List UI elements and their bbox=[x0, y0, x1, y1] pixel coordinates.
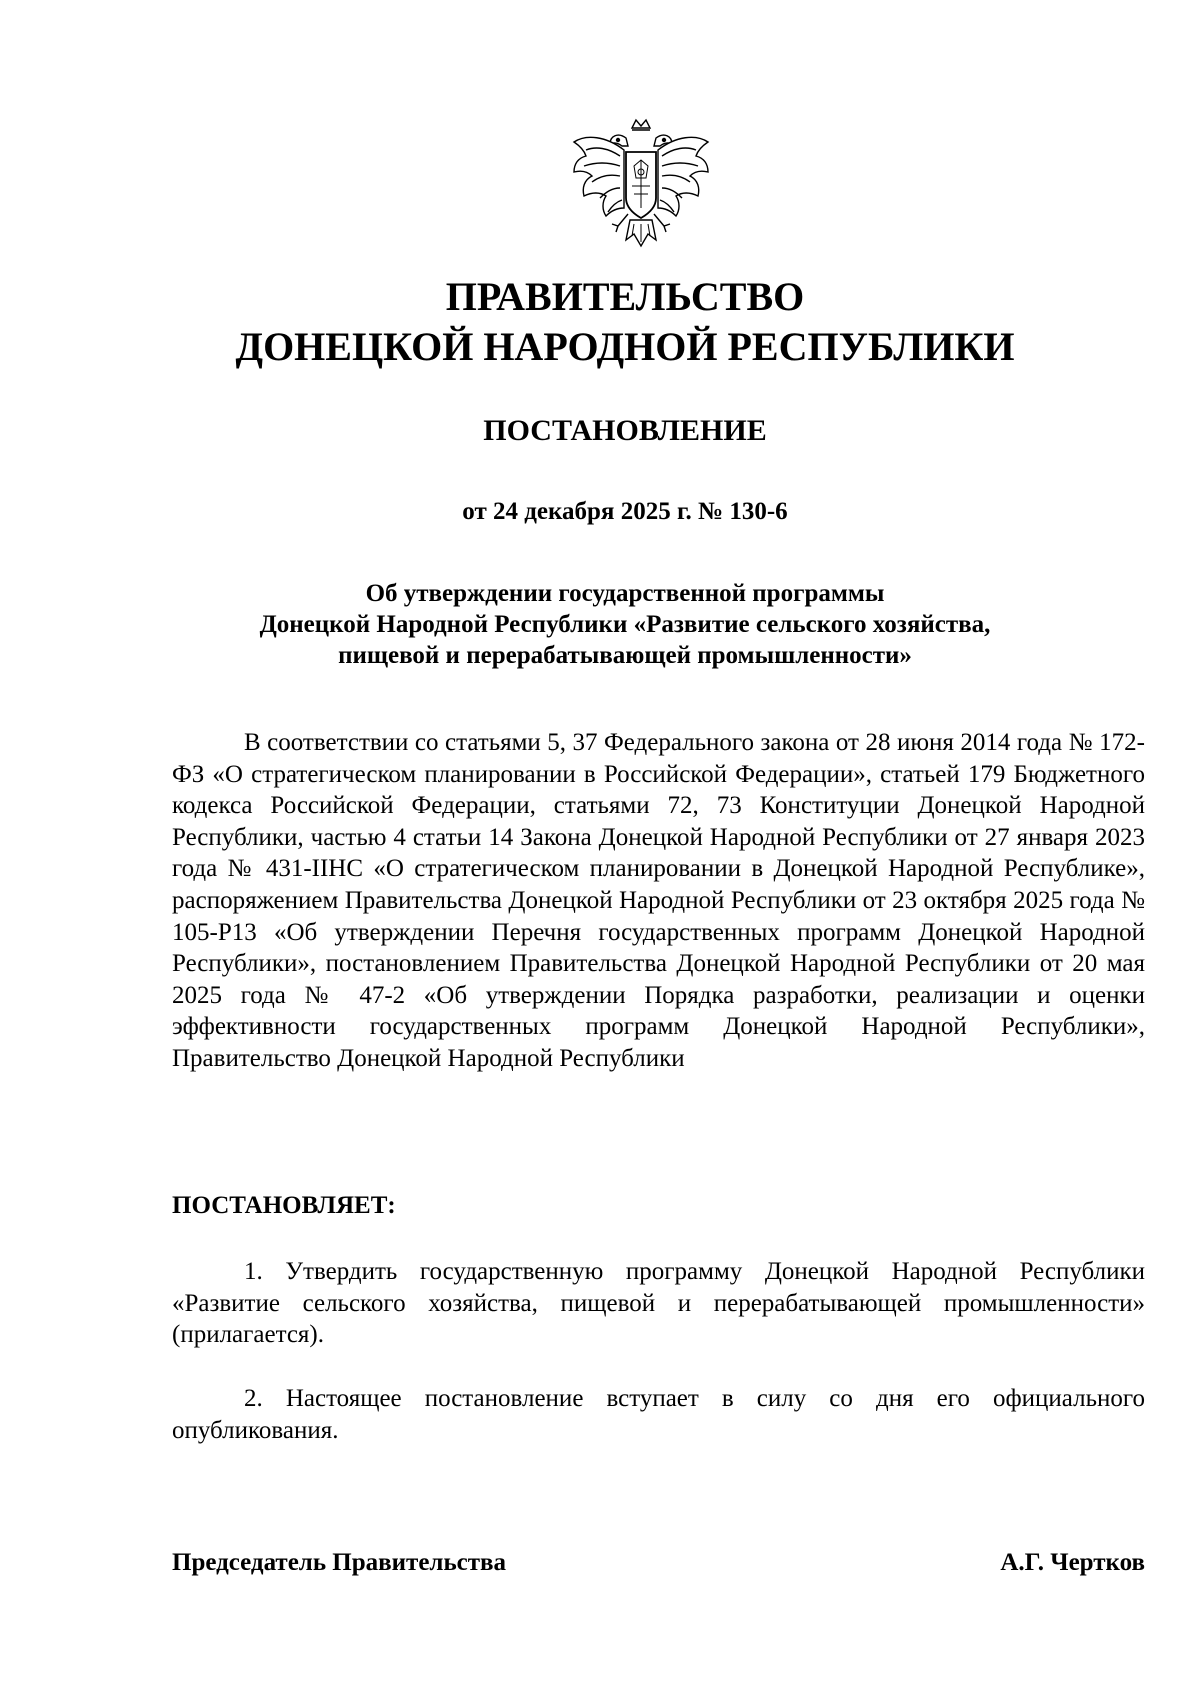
government-title-line2: ДОНЕЦКОЙ НАРОДНОЙ РЕСПУБЛИКИ bbox=[235, 324, 1015, 369]
subject-line1: Об утверждении государственной программы bbox=[365, 580, 885, 607]
preamble-paragraph: В соответствии со статьями 5, 37 Федерального закона от 28 июня 2014 года № 172-ФЗ «О стратегическом планировании в Российской Федерации», статьей 179 Бюджетного кодекса Российской Федерации, статьями 72, 73 Конституции Донецкой Народной Республики, частью 4 статьи 14 Закона Донецкой Народной Республики от 27 января 2023 года № 431-IIНС «О стратегическом планировании в Донецкой Народной Республике», распоряжением Правительства Донецкой Народной Республики от 23 октября 2025 года № 105-Р13 «Об утверждении Перечня государственных программ Донецкой Народной Республики», постановлением Правительства Донецкой Народной Республики от 20 мая 2025 года № 47-2 «Об утверждении Порядка разработки, реализации и оценки эффективности государственных программ Донецкой Народной Республики», Правительство Донецкой Народной Республики bbox=[172, 729, 1145, 1072]
signatory-position: Председатель Правительства bbox=[172, 1549, 507, 1576]
dpr-coat-of-arms-eagle-icon bbox=[566, 116, 716, 266]
subject-line2: Донецкой Народной Республики «Развитие сельского хозяйства, bbox=[259, 611, 991, 638]
decree-item-2: 2. Настоящее постановление вступает в силу со дня его официального опубликования. bbox=[172, 1385, 1145, 1444]
decree-item-1: 1. Утвердить государственную программу Донецкой Народной Республики «Развитие сельского хозяйства, пищевой и перерабатывающей промышленности» (прилагается). bbox=[172, 1258, 1145, 1349]
signature-block bbox=[172, 1548, 1145, 1578]
document-type: ПОСТАНОВЛЕНИЕ bbox=[483, 414, 767, 447]
government-title-line1: ПРАВИТЕЛЬСТВО bbox=[445, 274, 805, 319]
decree-word: ПОСТАНОВЛЯЕТ: bbox=[172, 1192, 396, 1219]
document-subject bbox=[175, 578, 1075, 671]
subject-line3: пищевой и перерабатывающей промышленности» bbox=[338, 642, 912, 669]
signatory-name: А.Г. Чертков bbox=[1000, 1549, 1145, 1576]
document-date-number: от 24 декабря 2025 г. № 130-6 bbox=[462, 498, 788, 525]
